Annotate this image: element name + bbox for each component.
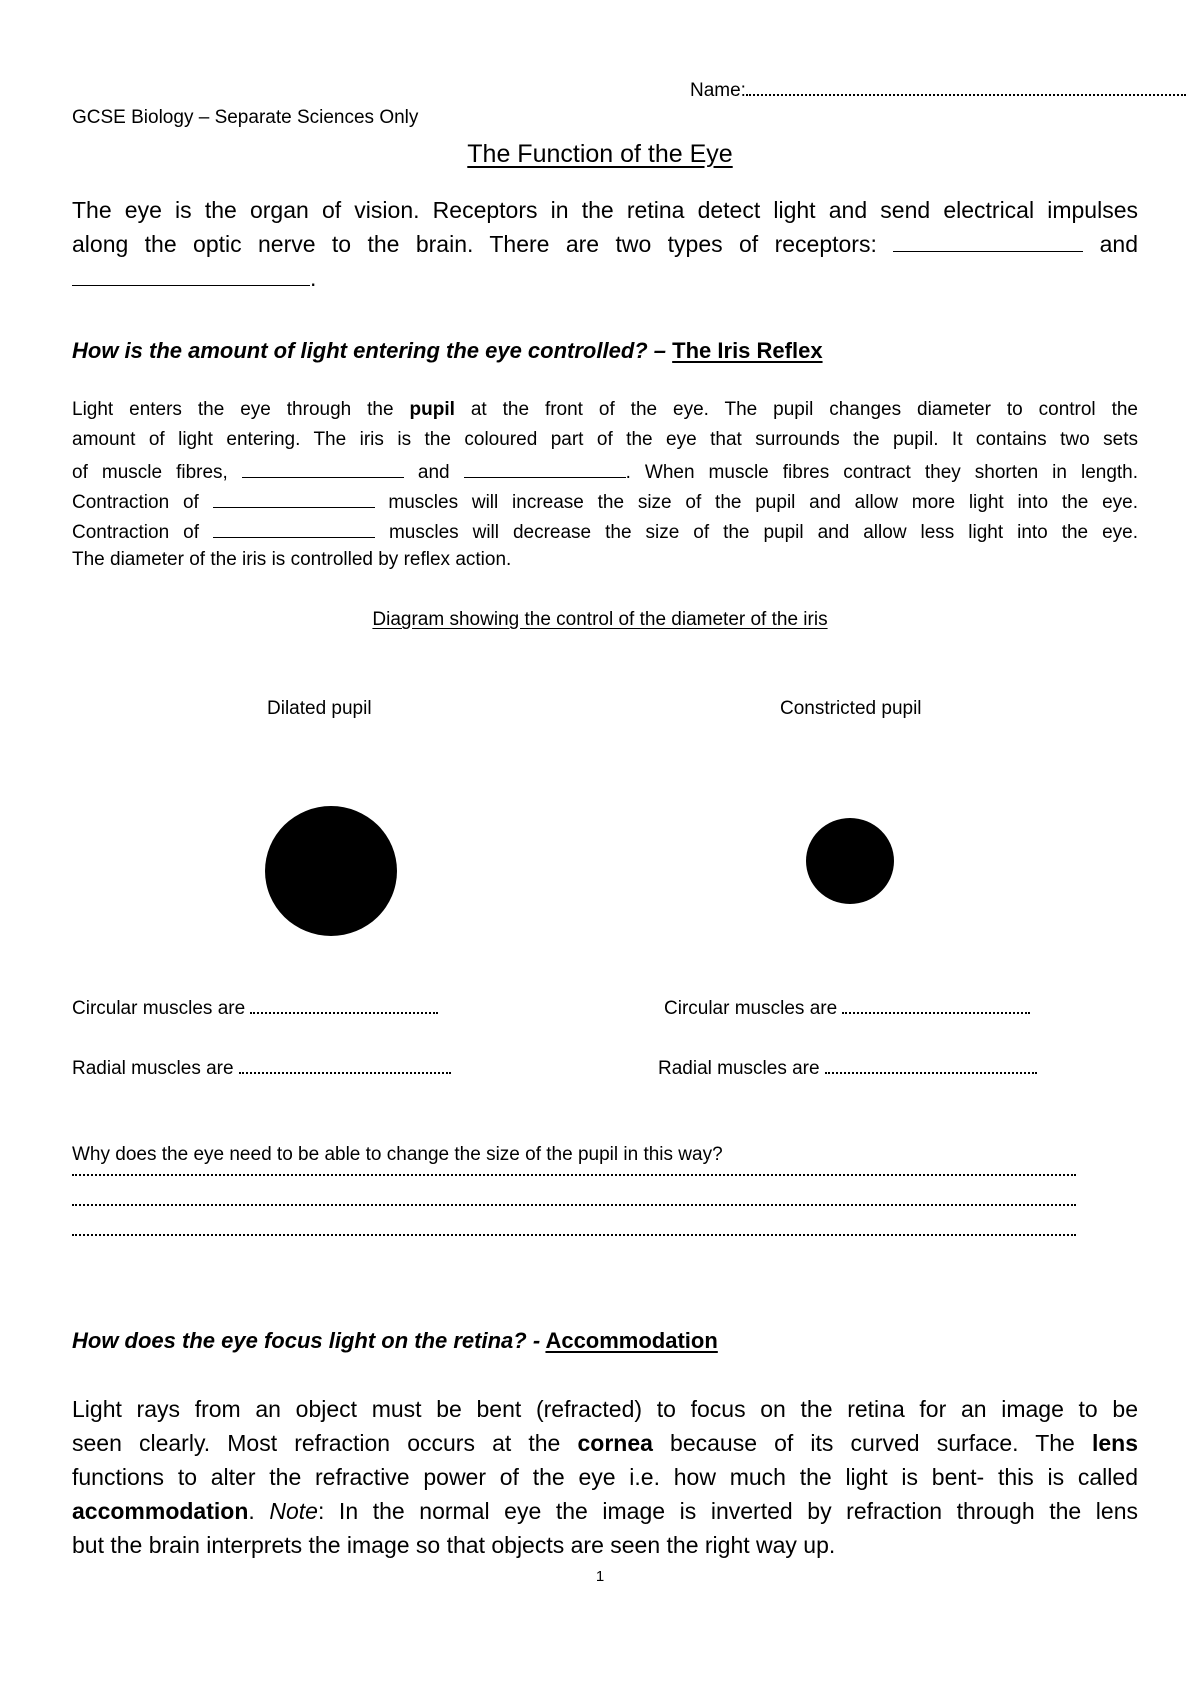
note-label: Note: [269, 1498, 318, 1524]
intro-line-1: The eye is the organ of vision. Receptors in the retina detect light and send electrical impulses: [72, 197, 1138, 223]
left-radial-dotted-line[interactable]: [239, 1056, 451, 1074]
iris-heading: [72, 338, 823, 364]
accommodation-term: accommodation: [72, 1498, 249, 1524]
iris-line-3a: of muscle fibres,: [72, 462, 228, 483]
iris-line-4a: Contraction of: [72, 492, 199, 513]
right-radial-label: Radial muscles are: [658, 1058, 820, 1079]
pupil-term: pupil: [409, 399, 455, 420]
right-circular-answer: [664, 996, 1030, 1020]
iris-heading-topic: The Iris Reflex: [672, 338, 823, 363]
accommodation-heading: [72, 1328, 718, 1354]
intro-line-2: [72, 231, 1138, 258]
left-radial-label: Radial muscles are: [72, 1058, 234, 1079]
name-field[interactable]: [690, 78, 1186, 102]
receptor-blank-2[interactable]: [72, 267, 310, 286]
answer-line-3[interactable]: [72, 1234, 1076, 1236]
answer-line-1[interactable]: [72, 1174, 1076, 1176]
iris-line-3: [72, 459, 1138, 484]
iris-line-3b: . When muscle fibres contract they shorten in length.: [625, 462, 1139, 483]
iris-line-5a: Contraction of: [72, 522, 199, 543]
iris-heading-question: How is the amount of light entering the eye controlled? –: [72, 338, 667, 363]
course-label: GCSE Biology – Separate Sciences Only: [72, 107, 419, 128]
iris-line-5: [72, 519, 1138, 544]
accommodation-line-2a: seen clearly. Most refraction occurs at the: [72, 1430, 561, 1456]
left-circular-answer: [72, 996, 438, 1020]
diagram-caption: Diagram showing the control of the diameter of the iris: [372, 609, 828, 630]
right-circular-dotted-line[interactable]: [842, 996, 1030, 1014]
accommodation-line-4-rest: : In the normal eye the image is inverted by refraction through the lens: [317, 1498, 1138, 1524]
right-radial-dotted-line[interactable]: [825, 1056, 1037, 1074]
intro-and: and: [1099, 231, 1138, 257]
iris-line-2: amount of light entering. The iris is the coloured part of the eye that surrounds the pupil. It contains two sets: [72, 429, 1138, 450]
accommodation-line-2: [72, 1430, 1138, 1457]
answer-line-2[interactable]: [72, 1204, 1076, 1206]
name-dotted-line[interactable]: [746, 78, 1186, 96]
page-title: The Function of the Eye: [467, 140, 733, 168]
name-label: Name:: [690, 80, 746, 101]
muscle-blank-3[interactable]: [213, 489, 375, 508]
accommodation-line-1: Light rays from an object must be bent (refracted) to focus on the retina for an image to be: [72, 1396, 1138, 1422]
cornea-term: cornea: [577, 1430, 653, 1456]
left-radial-answer: [72, 1056, 451, 1080]
right-radial-answer: [658, 1056, 1037, 1080]
accommodation-line-3: functions to alter the refractive power of the eye i.e. how much the light is bent- this is called: [72, 1464, 1138, 1490]
page-number: 1: [595, 1568, 605, 1585]
accommodation-heading-topic: Accommodation: [545, 1328, 718, 1353]
dilated-pupil-label: Dilated pupil: [267, 698, 372, 719]
accommodation-line-4: [72, 1498, 1138, 1525]
lens-term: lens: [1091, 1430, 1139, 1456]
iris-line-5b: muscles will decrease the size of the pupil and allow less light into the eye.: [388, 522, 1139, 543]
receptor-blank-1[interactable]: [893, 233, 1083, 252]
intro-line-2-text: along the optic nerve to the brain. There are two types of receptors:: [72, 231, 877, 257]
muscle-blank-4[interactable]: [213, 519, 375, 538]
iris-line-4b: muscles will increase the size of the pupil and allow more light into the eye.: [388, 492, 1138, 513]
iris-line-1b: at the front of the eye. The pupil changes diameter to control the: [470, 399, 1138, 420]
dilated-pupil-circle: [265, 806, 397, 936]
intro-line-3: [72, 265, 316, 292]
constricted-pupil-circle: [806, 818, 894, 904]
muscle-blank-2[interactable]: [464, 459, 626, 478]
left-circular-dotted-line[interactable]: [250, 996, 438, 1014]
accommodation-heading-question: How does the eye focus light on the retina? -: [72, 1328, 541, 1353]
accommodation-line-5: but the brain interprets the image so that objects are seen the right way up.: [72, 1532, 836, 1558]
iris-line-6: The diameter of the iris is controlled by reflex action.: [72, 549, 512, 570]
pupil-question: Why does the eye need to be able to change the size of the pupil in this way?: [72, 1144, 723, 1165]
iris-line-1a: Light enters the eye through the: [72, 399, 394, 420]
right-circular-label: Circular muscles are: [664, 998, 838, 1019]
intro-end: .: [310, 265, 317, 291]
accommodation-line-2b: because of its curved surface. The: [670, 1430, 1075, 1456]
iris-line-3-and: and: [417, 462, 450, 483]
iris-line-1: [72, 399, 1138, 421]
muscle-blank-1[interactable]: [242, 459, 404, 478]
iris-line-4: [72, 489, 1138, 514]
accommodation-dot: .: [248, 1498, 255, 1524]
left-circular-label: Circular muscles are: [72, 998, 246, 1019]
constricted-pupil-label: Constricted pupil: [780, 698, 922, 719]
